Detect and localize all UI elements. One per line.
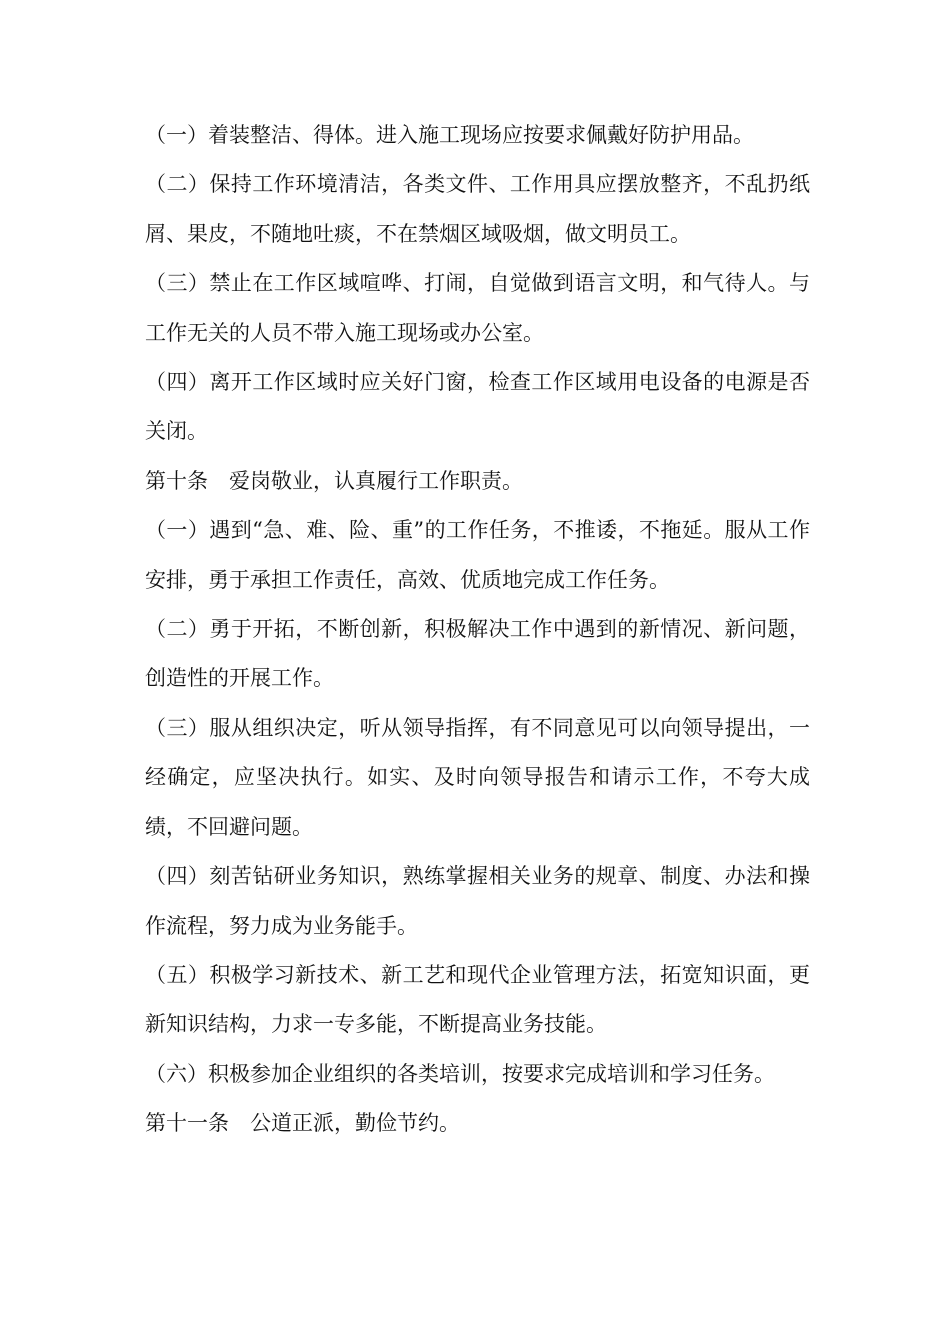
paragraph-learn-technology: （五）积极学习新技术、新工艺和现代企业管理方法，拓宽知识面，更新知识结构，力求一专多能，不断提高业务技能。 [145,962,810,1037]
paragraph-obey-decisions: （三）服从组织决定，听从领导指挥，有不同意见可以向领导提出，一经确定，应坚决执行。如实、及时向领导报告和请示工作，不夸大成绩，不回避问题。 [145,715,810,839]
article-ten-heading: 第十条 爱岗敬业，认真履行工作职责。 [145,468,523,493]
paragraph-training: （六）积极参加企业组织的各类培训，按要求完成培训和学习任务。 [145,1061,775,1086]
paragraph-innovation: （二）勇于开拓，不断创新，积极解决工作中遇到的新情况、新问题，创造性的开展工作。 [145,617,810,691]
paragraph-clean-environment: （二）保持工作环境清洁，各类文件、工作用具应摆放整齐，不乱扔纸屑、果皮，不随地吐痰，不在禁烟区域吸烟，做文明员工。 [145,172,810,246]
paragraph-close-doors: （四）离开工作区域时应关好门窗，检查工作区域用电设备的电源是否关闭。 [145,370,810,444]
paragraph-no-noise: （三）禁止在工作区域喧哗、打闹，自觉做到语言文明，和气待人。与工作无关的人员不带入施工现场或办公室。 [145,271,810,345]
paragraph-dress-code: （一）着装整洁、得体。进入施工现场应按要求佩戴好防护用品。 [145,123,754,147]
paragraph-study-business: （四）刻苦钻研业务知识，熟练掌握相关业务的规章、制度、办法和操作流程，努力成为业务能手。 [145,864,810,938]
article-eleven-heading: 第十一条 公道正派，勤俭节约。 [145,1111,460,1136]
paragraph-urgent-tasks: （一）遇到“急、难、险、重”的工作任务，不推诿，不拖延。服从工作安排，勇于承担工作责任，高效、优质地完成工作任务。 [145,518,810,592]
document-body [145,111,810,1149]
